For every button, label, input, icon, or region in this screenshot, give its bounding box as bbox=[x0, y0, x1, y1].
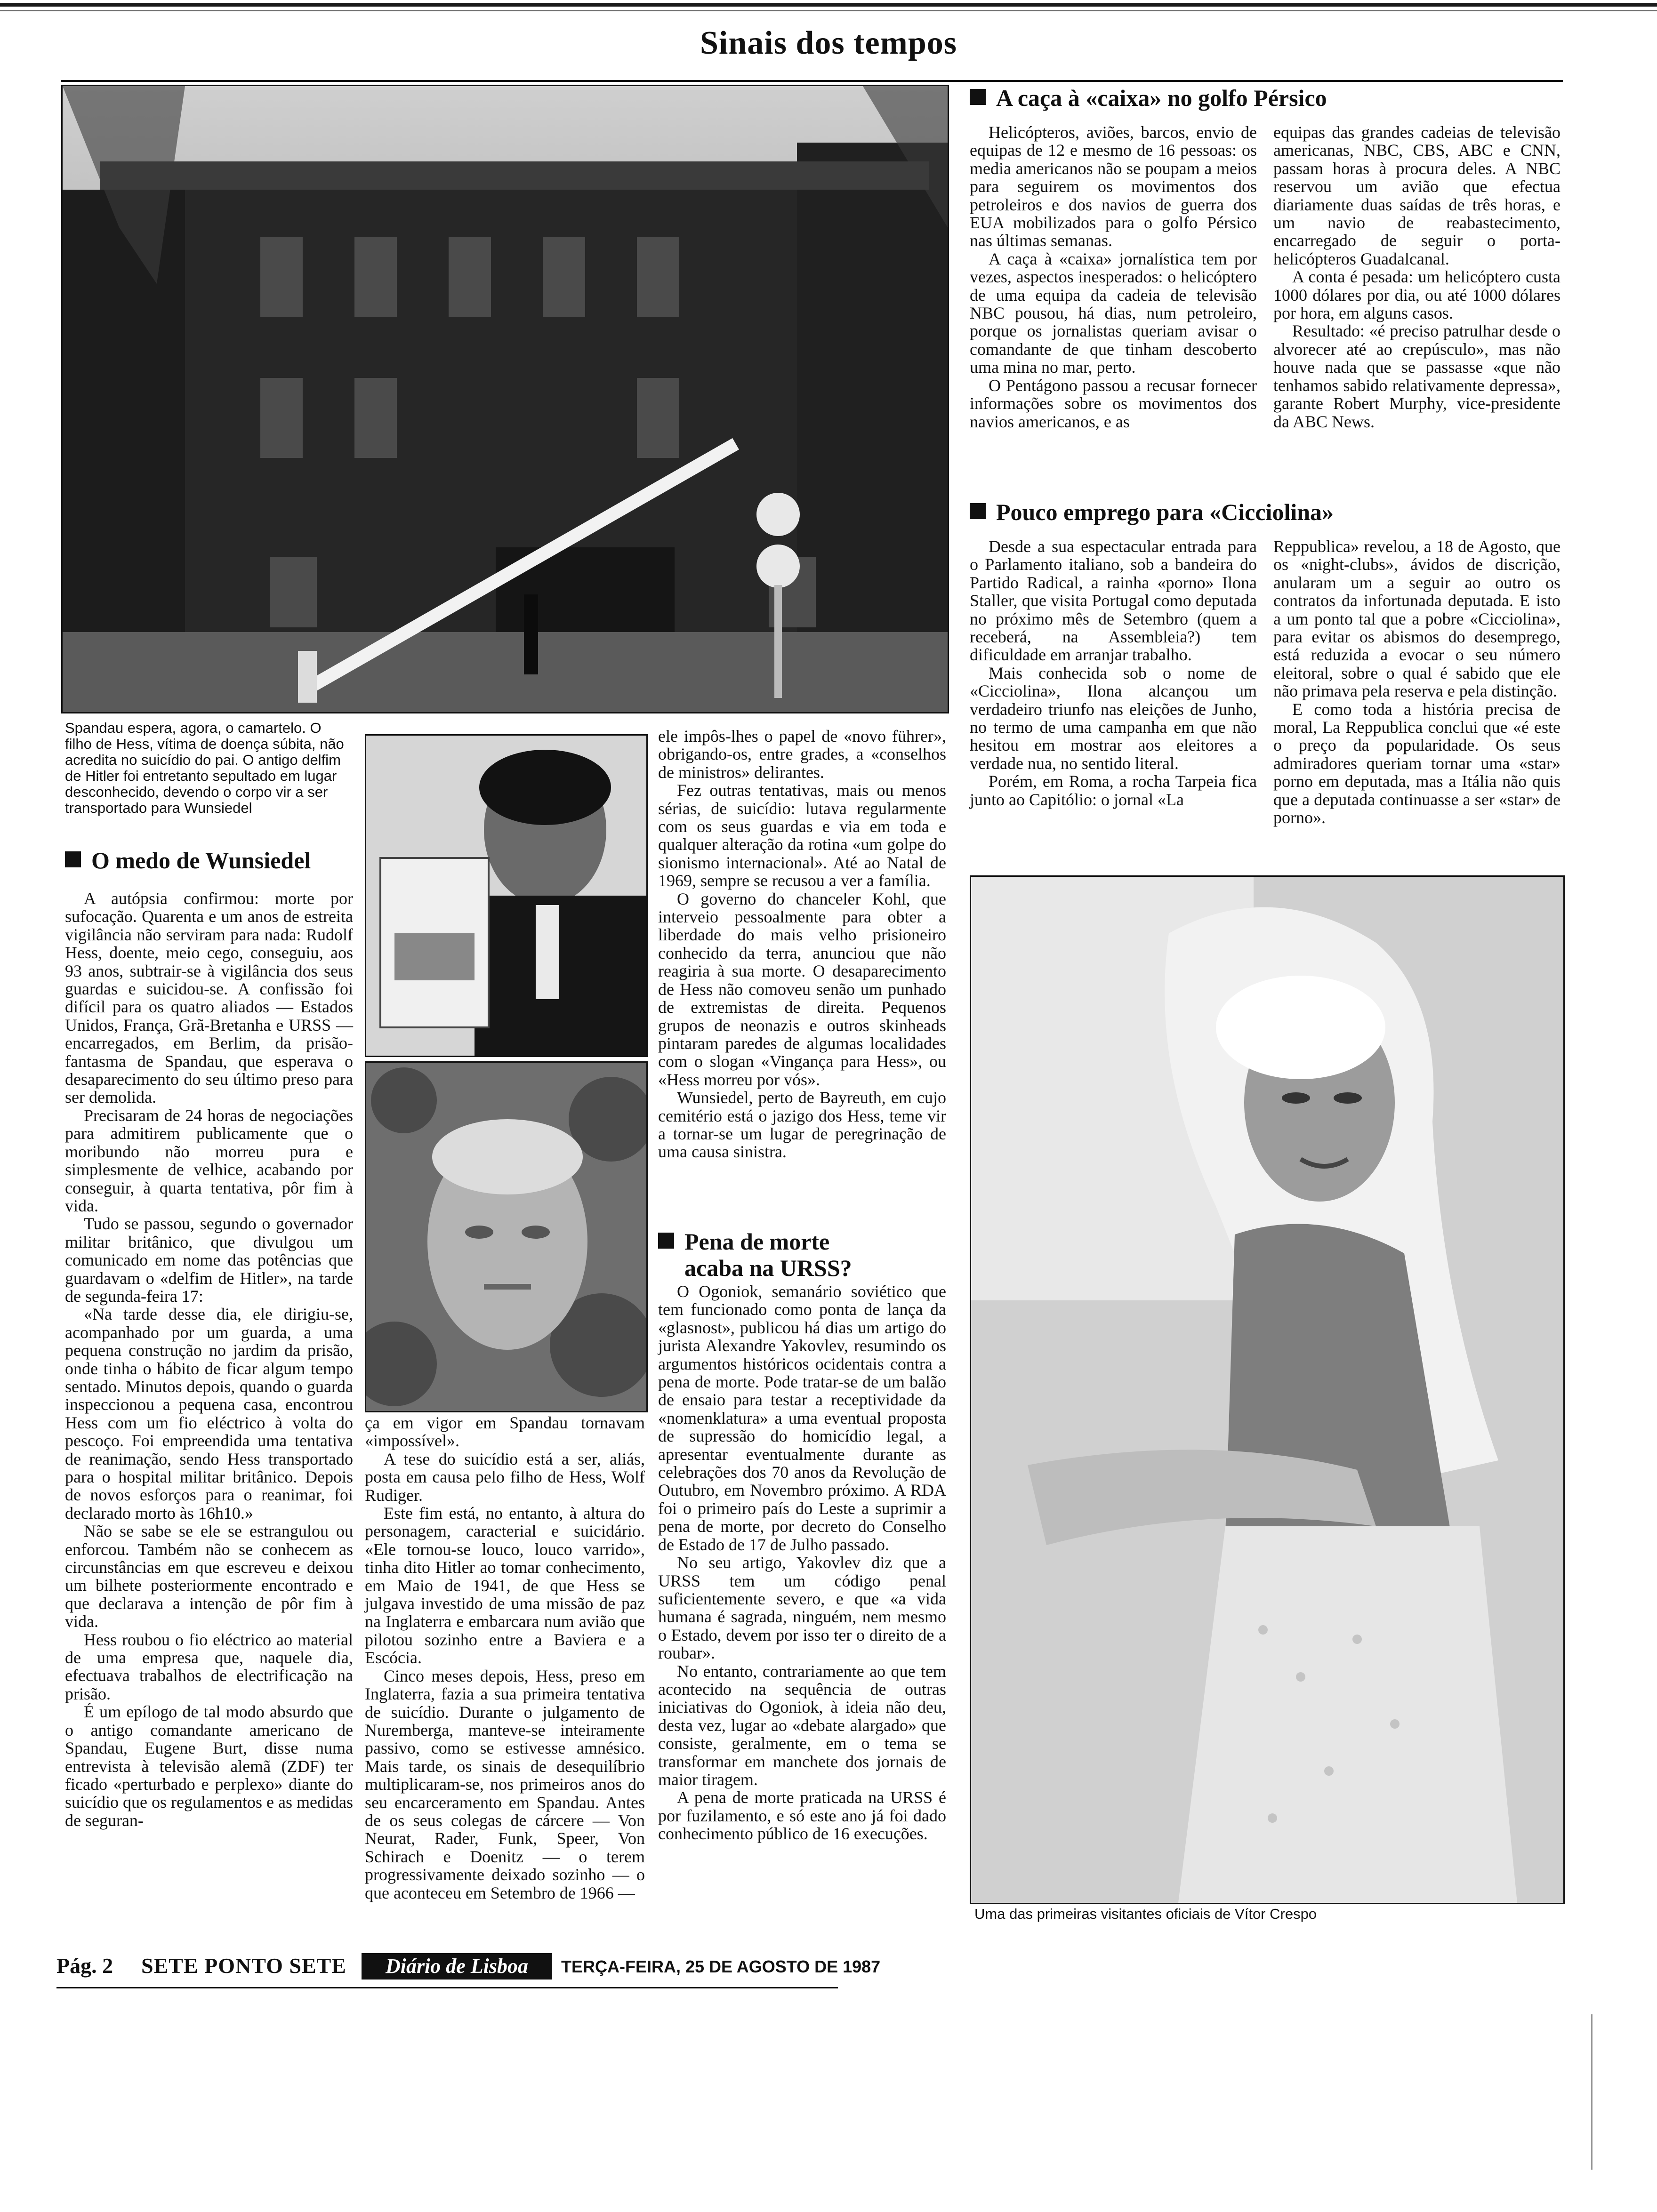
hess-paragraph: Hess roubou o fio eléctrico ao material de uma empresa que, naquele dia, efectuava trabalhos de electrificação na prisão. bbox=[65, 1630, 353, 1703]
section-name: SETE PONTO SETE bbox=[141, 1954, 346, 1978]
cicciolina-paragraph: Mais conhecida sob o nome de «Cicciolina», Ilona alcançou um verdadeiro triunfo nas eleições de Junho, no termo de uma campanha em que não hesitou em mostrar aos eleitores a verdade nua, no sentido literal. bbox=[970, 663, 1257, 773]
cicciolina-photo bbox=[970, 875, 1565, 1904]
urss-paragraph: A pena de morte praticada na URSS é por fuzilamento, e só este ano já foi dado conhecimento público de 16 execuções. bbox=[658, 1788, 946, 1843]
hess-headline: O medo de Wunsiedel bbox=[65, 847, 357, 874]
hess-paragraph: O governo do chanceler Kohl, que interveio pessoalmente para obter a liberdade do mais velho prisioneiro conhecido da terra, anunciou que não reagiria à sua morte. O desaparecimento de Hess não comoveu senão um punhado de extremistas de direita. Pequenos grupos de neonazis e outros skinheads pintaram paredes de algumas localidades com o slogan «Vingança para Hess», ou «Hess morreu por vós». bbox=[658, 889, 946, 1089]
urss-column bbox=[658, 1282, 946, 1843]
headline-square-icon bbox=[970, 89, 986, 105]
urss-paragraph: O Ogoniok, semanário soviético que tem funcionado como ponta de lança da «glasnost», publicou há dias um artigo do jurista Alexandre Yakovlev, resumindo os argumentos históricos ocidentais contra a pena de morte. Pode tratar-se de um balão de ensaio para testar a receptividade da «nomenklatura» a uma eventual proposta de supressão do homicídio legal, a apresentar eventualmente durante as celebrações dos 70 anos da Revolução de Outubro, em Novembro próximo. A RDA foi o primeiro país do Leste a suprimir a pena de morte, por decreto do Conselho de Estado de 17 de Julho passado. bbox=[658, 1282, 946, 1554]
golfo-paragraph: O Pentágono passou a recusar fornecer informações sobre os movimentos dos navios americanos, e as bbox=[970, 376, 1257, 431]
hess-paragraph: É um epílogo de tal modo absurdo que o antigo comandante americano de Spandau, Eugene Burt, disse numa entrevista à televisão alemã (ZDF) ter ficado «perturbado e perplexo» diante do suicídio que os regulamentos e as medidas de seguran- bbox=[65, 1702, 353, 1830]
hess-column-1 bbox=[65, 890, 353, 1829]
hess-paragraph: A autópsia confirmou: morte por sufocação. Quarenta e um anos de estreita vigilância não serviram para nada: Rudolf Hess, doente, meio cego, conseguiu, aos 93 anos, subtrair-se à vigilância dos seus guardas e suicidou-se. A confissão foi difícil para os quatro aliados — Estados Unidos, França, Grã-Bretanha e URSS — encarregados, em Berlim, da prisão-fantasma de Spandau, que esperava o desaparecimento do seu último preso para ser demolida. bbox=[65, 889, 353, 1107]
scan-edge-mark bbox=[1591, 2014, 1593, 2170]
top-edge-thin-rule bbox=[0, 10, 1657, 11]
issue-date: TERÇA-FEIRA, 25 DE AGOSTO DE 1987 bbox=[561, 1957, 881, 1976]
golfo-paragraph: A conta é pesada: um helicóptero custa 1000 dólares por dia, ou até 1000 dólares por hora, em alguns casos. bbox=[1273, 267, 1560, 323]
hess-paragraph: Cinco meses depois, Hess, preso em Inglaterra, fazia a sua primeira tentativa de suicídio. Durante o julgamento de Nuremberga, manteve-se inteiramente passivo, como se estivesse amnésico. Mais tarde, os sinais de desequilíbrio multiplicaram-se, nos primeiros anos do seu encarceramento em Spandau. Antes de os seus colegas de cárcere — Von Neurat, Rader, Funk, Speer, Von Schirach e Doenitz — o terem progressivamente deixado sozinho — o que aconteceu em Setembro de 1966 — bbox=[365, 1666, 645, 1902]
hess-column-2 bbox=[365, 1414, 645, 1902]
hess-young-photo bbox=[365, 734, 648, 1057]
hess-old-photo bbox=[365, 1061, 648, 1412]
hess-paragraph: Precisaram de 24 horas de negociações para admitirem publicamente que o moribundo não morreu pura e simplesmente de velhice, acabando por conseguir, à quarta tentativa, pôr fim à vida. bbox=[65, 1106, 353, 1215]
hess-paragraph: Wunsiedel, perto de Bayreuth, em cujo cemitério está o jazigo dos Hess, teme vir a tornar-se um lugar de peregrinação de uma causa sinistra. bbox=[658, 1088, 946, 1162]
urss-paragraph: No entanto, contrariamente ao que tem acontecido na sequência de outras iniciativas do Ogoniok, à ideia não deu, desta vez, lugar ao «debate alargado» que consiste, geralmente, em o tema se transformar em manchete dos jornais de maior tiragem. bbox=[658, 1661, 946, 1789]
hess-paragraph: «Na tarde desse dia, ele dirigiu-se, acompanhado por um guarda, a uma pequena construção no jardim da prisão, onde tinha o hábito de ficar algum tempo sentado. Minutos depois, quando o guarda inspeccionou a pequena casa, encontrou Hess com um fio eléctrico à volta do pescoço. Foi empreendida uma tentativa de reanimação, sendo Hess transportado para o hospital militar britânico. Depois de novos esforços para o reanimar, foi declarado morto às 16h10.» bbox=[65, 1305, 353, 1523]
cicciolina-paragraph: E como toda a história precisa de moral, La Reppublica conclui que «é este o preço da popularidade. Os seus admiradores queriam tornar uma «star» porno em deputada, mas a Itália não quis que a deputada continuasse a ser «star» de porno». bbox=[1273, 699, 1560, 827]
footer-rule bbox=[56, 1987, 838, 1988]
page-number: Pág. 2 bbox=[56, 1954, 113, 1978]
cicciolina-caption: Uma das primeiras visitantes oficiais de Vítor Crespo bbox=[974, 1906, 1317, 1922]
golfo-column-2 bbox=[1273, 123, 1560, 431]
headline-square-icon bbox=[658, 1233, 674, 1249]
hess-paragraph: Não se sabe se ele se estrangulou ou enforcou. Também não se conhecem as circunstâncias em que escreveu e deixou um bilhete posteriormente encontrado e que declarava a intenção de pôr fim à vida. bbox=[65, 1522, 353, 1631]
cicciolina-paragraph: Porém, em Roma, a rocha Tarpeia fica junto ao Capitólio: o jornal «La bbox=[970, 772, 1257, 809]
hess-paragraph: ele impôs-lhes o papel de «novo führer», obrigando-os, entre grades, a «conselhos de ministros» delirantes. bbox=[658, 727, 946, 782]
hess-paragraph: ça em vigor em Spandau tornavam «impossível». bbox=[365, 1413, 645, 1451]
spandau-caption: Spandau espera, agora, o camartelo. O filho de Hess, vítima de doença súbita, não acredita no suicídio do pai. O antigo delfim de Hitler foi entretanto sepultado em lugar desconhecido, devendo o corpo vir a ser transportado para Wunsiedel bbox=[65, 720, 344, 816]
spandau-prison-photo bbox=[61, 85, 949, 713]
hess-paragraph: Este fim está, no entanto, à altura do personagem, caracterial e suicidário. «Ele tornou-se louco, louco varrido», tinha dito Hitler ao tomar conhecimento, em Maio de 1941, de que Hess se julgava investido de uma missão de paz na Inglaterra e embarcara num avião que pilotou sozinho entre a Baviera e a Escócia. bbox=[365, 1504, 645, 1667]
newspaper-logo: Diário de Lisboa bbox=[362, 1953, 552, 1980]
hess-paragraph: Tudo se passou, segundo o governador militar britânico, que divulgou um comunicado em nome das potências que guardavam o «delfim de Hitler», na tarde de segunda-feira 17: bbox=[65, 1214, 353, 1306]
cicciolina-paragraph: Desde a sua espectacular entrada para o Parlamento italiano, sob a bandeira do Partido Radical, a rainha «porno» Ilona Staller, que visita Portugal como deputada no próximo mês de Setembro (quem a receberá, na Assembleia?) tem dificuldade em arranjar trabalho. bbox=[970, 537, 1257, 665]
cicciolina-paragraph: Reppublica» revelou, a 18 de Agosto, que os «night-clubs», ávidos de discrição, anularam um a seguir ao outro os contratos da infortunada deputada. E isto a um ponto tal que a pobre «Cicciolina», para evitar os abismos do desemprego, está reduzida a evocar o seu número eleitoral, sobre o qual é sabido que ele não primava pela reserva e pela distinção. bbox=[1273, 537, 1560, 701]
section-title: Sinais dos tempos bbox=[700, 25, 957, 61]
golfo-headline: A caça à «caixa» no golfo Pérsico bbox=[970, 85, 1563, 111]
headline-square-icon bbox=[65, 851, 81, 867]
cicciolina-column-1 bbox=[970, 537, 1257, 809]
golfo-paragraph: Helicópteros, aviões, barcos, envio de equipas de 12 e mesmo de 16 pessoas: os media americanos não se poupam a meios para seguirem os movimentos dos petroleiros e dos navios de guerra dos EUA mobilizados para o golfo Pérsico nas últimas semanas. bbox=[970, 123, 1257, 250]
urss-headline: Pena de morte acaba na URSS? bbox=[658, 1228, 946, 1281]
golfo-paragraph: Resultado: «é preciso patrulhar desde o alvorecer até ao crepúsculo», mas não houve nada que se passasse «que não tenhamos sabido relativamente depressa», garante Robert Murphy, vice-presidente da ABC News. bbox=[1273, 321, 1560, 431]
cicciolina-headline: Pouco emprego para «Cicciolina» bbox=[970, 499, 1563, 525]
top-edge-rule bbox=[0, 3, 1657, 7]
golfo-paragraph: equipas das grandes cadeias de televisão americanas, NBC, CBS, ABC e CNN, passam horas à procura deles. A NBC reservou um avião que efectua diariamente duas saídas de três horas, e um navio de reabastecimento, encarregado de seguir o porta-helicópteros Guadalcanal. bbox=[1273, 123, 1560, 268]
masthead-rule bbox=[61, 80, 1563, 82]
headline-square-icon bbox=[970, 503, 986, 519]
hess-column-3 bbox=[658, 727, 946, 1161]
cicciolina-column-2 bbox=[1273, 537, 1560, 827]
hess-paragraph: Fez outras tentativas, mais ou menos sérias, de suicídio: lutava regularmente com os seus guardas e via em toda e qualquer alteração da rotina «um golpe do sionismo internacional». Até ao Natal de 1969, sempre se recusou a ver a família. bbox=[658, 781, 946, 890]
hess-paragraph: A tese do suicídio está a ser, aliás, posta em causa pelo filho de Hess, Wolf Rudiger. bbox=[365, 1449, 645, 1505]
urss-paragraph: No seu artigo, Yakovlev diz que a URSS tem um código penal suficientemente severo, e que «a vida humana é sagrada, ninguém, nem mesmo o Estado, devem por isso ter o direito de a roubar». bbox=[658, 1553, 946, 1663]
golfo-column-1 bbox=[970, 123, 1257, 431]
golfo-paragraph: A caça à «caixa» jornalística tem por vezes, aspectos inesperados: o helicóptero de uma equipa da cadeia de televisão NBC pousou, há dias, num petroleiro, porque os jornalistas queriam avisar o comandante de que tinham descoberto uma mina no mar, perto. bbox=[970, 249, 1257, 377]
